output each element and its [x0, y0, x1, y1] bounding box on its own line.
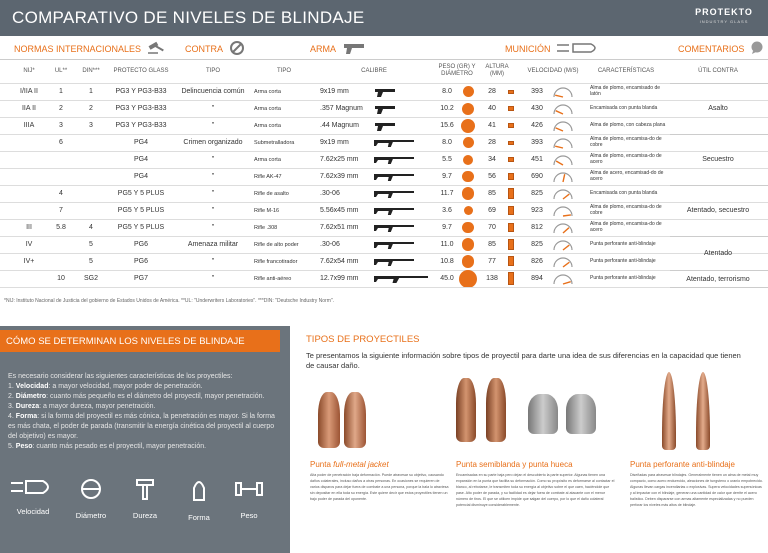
criteria-key: Velocidad	[15, 383, 49, 390]
weapon-icon	[374, 240, 416, 250]
criteria-text: : cuanto más pequeño es el diámetro del proyectil, mayor penetración.	[46, 393, 265, 400]
diameter-label: Diámetro	[75, 511, 107, 520]
cell-altura: 28	[488, 139, 496, 146]
col-peso: PESO (GR) Y DIÁMETRO	[438, 64, 476, 77]
prohibited-icon	[229, 40, 245, 58]
cell-peso: 9.7	[442, 173, 452, 180]
cell-contra: "	[211, 105, 215, 112]
criteria-text: : a mayor velocidad, mayor poder de penetración.	[48, 383, 203, 390]
left-intro: Es necesario considerar las siguientes características de los proyectiles:	[8, 373, 233, 380]
shape-item	[174, 478, 224, 522]
cell-peso: 8.0	[442, 139, 452, 146]
criteria-number: 5.	[8, 443, 14, 450]
armor-piercing-text: Diseñadas para atravesar blindajes. Generalmente tienen un alma de metal muy compacto, como acero endurecido, aleaciones de tungsteno o uranio empobrecido. Algunas llevan cargas incendiarias o explosivas. Supera velocidades supersónicas y al impactar con el blindaje, generan una cantidad de calor que derrite el acero balístico. Deben dispararse con armas altamente especializadas y no pueden perforar los niveles más altos de blindaje.	[630, 473, 763, 507]
cell-vel: 826	[531, 258, 543, 265]
cell-altura: 56	[488, 173, 496, 180]
cell-contra: Crimen organizado	[183, 139, 243, 146]
cell-calibre: 9x19 mm	[320, 139, 349, 146]
group-municion	[505, 38, 615, 60]
diameter-item	[66, 478, 116, 520]
cell-din	[78, 202, 104, 219]
protekto-logo	[694, 7, 754, 31]
cell-calibre: .30-06	[320, 241, 340, 248]
cell-calibre: .44 Magnum	[320, 122, 359, 129]
velocity-gauge	[552, 222, 574, 234]
cell-peso: 11.0	[440, 241, 454, 248]
col-nij: NIJ*	[23, 67, 35, 74]
weapon-icon	[374, 172, 416, 182]
weapon-icon	[374, 257, 416, 267]
group-contra-label: CONTRA	[185, 44, 223, 54]
height-bar	[508, 106, 514, 111]
projectile-types-intro: Te presentamos la siguiente información sobre tipos de proyectil para darte una idea de sus diferencias en la capacidad que tienen de causar daño.	[306, 351, 741, 370]
group-normas-label: NORMAS INTERNACIONALES	[14, 44, 142, 54]
height-bar	[508, 256, 514, 266]
velocity-gauge	[552, 239, 574, 251]
bullet-speed-icon	[557, 42, 601, 56]
cell-vel: 894	[531, 275, 543, 282]
weight-dot	[464, 206, 473, 215]
cell-arma: Rifle de asalto	[254, 190, 289, 197]
cell-altura: 41	[488, 122, 496, 129]
weapon-icon	[374, 206, 416, 216]
cell-ul: 5.8	[56, 224, 66, 231]
cell-arma: Submetralladora	[254, 139, 295, 146]
velocity-icon	[8, 478, 58, 501]
hardness-item	[120, 478, 170, 520]
cell-ul	[48, 168, 74, 185]
velocity-item	[8, 478, 58, 516]
height-bar	[508, 223, 514, 232]
cell-altura: 40	[488, 105, 496, 112]
col-protecto: PROTECTO GLASS	[113, 67, 169, 74]
cell-peso: 3.6	[442, 207, 452, 214]
height-bar	[508, 173, 514, 180]
cell-ul: 6	[59, 139, 63, 146]
height-bar	[508, 141, 514, 145]
cell-peso: 10.2	[440, 105, 454, 112]
criteria-item	[8, 442, 278, 452]
cell-din	[78, 168, 104, 185]
criteria-key: Peso	[15, 443, 33, 450]
fmj-title-a: Punta	[310, 460, 334, 469]
cell-altura: 85	[488, 241, 496, 248]
cell-nij	[14, 202, 44, 219]
col-altura: ALTURA (MM)	[485, 64, 509, 77]
cell-din: SG2	[83, 275, 98, 282]
cell-contra: "	[211, 122, 215, 129]
cell-ul: 7	[59, 207, 63, 214]
cell-contra: "	[211, 207, 215, 214]
criteria-key: Forma	[15, 413, 38, 420]
cell-ul: 2	[59, 105, 63, 112]
velocity-gauge	[552, 137, 574, 149]
cell-pg: PG6	[133, 241, 148, 248]
cell-nij: I/IIA II	[20, 88, 38, 95]
cell-nij	[14, 168, 44, 185]
cell-car: Alma de acero, encamisad-do de acero	[590, 170, 664, 182]
cell-arma: Arma corta	[254, 105, 281, 112]
row-divider	[0, 287, 768, 288]
left-panel-title: CÓMO SE DETERMINAN LOS NIVELES DE BLINDAJE	[0, 330, 280, 352]
weight-dot	[462, 103, 474, 115]
weight-dot	[463, 155, 473, 165]
velocity-gauge	[552, 256, 574, 268]
weapon-icon	[374, 274, 430, 284]
cell-arma: Rifle .308	[254, 224, 278, 231]
weapon-icon	[374, 189, 416, 199]
cell-din: 4	[89, 224, 93, 231]
cell-contra: Amenaza militar	[187, 241, 239, 248]
velocity-gauge	[552, 103, 574, 115]
velocity-gauge	[552, 120, 574, 132]
cell-vel: 426	[531, 122, 543, 129]
page-title: COMPARATIVO DE NIVELES DE BLINDAJE	[12, 8, 365, 27]
cell-peso: 10.8	[440, 258, 454, 265]
util-secuestro: Secuestro	[702, 156, 734, 163]
cell-din	[78, 151, 104, 168]
cell-vel: 825	[531, 190, 543, 197]
logo-subtext: INDUSTRY GLASS	[699, 19, 749, 24]
weapon-icon	[374, 223, 416, 233]
criteria-item	[8, 412, 278, 442]
cell-nij	[14, 134, 44, 151]
util-atentado-terrorismo: Atentado, terrorismo	[686, 276, 750, 283]
velocity-gauge	[552, 86, 574, 98]
cell-car: Punta perforante anti-blindaje	[590, 240, 656, 247]
cell-nij: III	[26, 224, 32, 231]
cell-calibre: .30-06	[320, 190, 340, 197]
weight-dot	[462, 255, 474, 267]
cell-car: Punta perforante anti-blindaje	[590, 274, 656, 281]
cell-calibre: 7.62x39 mm	[320, 173, 359, 180]
projectile-types-title: TIPOS DE PROYECTILES	[306, 334, 420, 345]
cell-arma: Rifle francotirador	[254, 258, 298, 265]
cell-arma: Rifle M-16	[254, 207, 280, 214]
col-calibre: CALIBRE	[361, 67, 387, 74]
group-arma-label: ARMA	[310, 44, 337, 54]
hardness-label: Dureza	[132, 511, 158, 520]
criteria-number: 4.	[8, 413, 14, 420]
diameter-icon	[66, 478, 116, 505]
speech-bubble-icon	[750, 41, 764, 57]
cell-altura: 77	[488, 258, 496, 265]
fmj-title-b: full-metal jacket	[333, 460, 389, 469]
weight-dot	[463, 86, 474, 97]
cell-arma: Rifle AK-47	[254, 173, 282, 180]
util-atentado-secuestro: Atentado, secuestro	[686, 207, 750, 214]
cell-nij: IV+	[23, 258, 35, 265]
soft-point-title: Punta semiblanda y punta hueca	[456, 460, 573, 469]
cell-contra: Delincuencia común	[181, 88, 245, 95]
cell-peso: 45.0	[440, 275, 454, 282]
velocity-gauge	[552, 188, 574, 200]
cell-din: 1	[89, 88, 93, 95]
weapon-icon	[374, 87, 396, 97]
cell-calibre: 7.62x51 mm	[320, 224, 359, 231]
cell-pg: PG4	[133, 173, 148, 180]
group-municion-label: MUNICIÓN	[505, 44, 551, 54]
criteria-item	[8, 392, 278, 402]
cell-din	[78, 134, 104, 151]
cell-calibre: 9x19 mm	[320, 88, 349, 95]
cell-vel: 825	[531, 241, 543, 248]
left-panel-text	[8, 372, 278, 452]
cell-calibre: 5.56x45 mm	[320, 207, 359, 214]
height-bar	[508, 188, 514, 199]
col-caracteristicas: CARACTERÍSTICAS	[597, 67, 655, 74]
cell-ul: 1	[59, 88, 63, 95]
weight-dot	[463, 137, 474, 148]
cell-pg: PG5 Y 5 PLUS	[117, 207, 165, 214]
left-list	[8, 382, 278, 452]
cell-peso: 15.6	[440, 122, 454, 129]
col-tipo-contra: TIPO	[205, 67, 220, 74]
velocity-gauge	[552, 205, 574, 217]
criteria-item	[8, 402, 278, 412]
pistol-icon	[342, 41, 368, 57]
cell-peso: 8.0	[442, 88, 452, 95]
dumbbell-icon	[224, 478, 274, 505]
height-bar	[508, 239, 514, 250]
logo-text: PROTEKTO	[695, 7, 753, 17]
cell-car: Alma de plomo, encamisa-do de acero	[590, 153, 662, 165]
cell-contra: "	[211, 156, 215, 163]
cell-pg: PG5 Y 5 PLUS	[117, 190, 165, 197]
cell-pg: PG4	[133, 156, 148, 163]
bullet-shape-icon	[174, 478, 224, 507]
weight-label: Peso	[240, 511, 258, 520]
cell-arma: Rifle anti-aéreo	[254, 275, 292, 282]
height-bar	[508, 90, 514, 94]
group-header-row	[0, 38, 768, 60]
armor-piercing-title: Punta perforante anti-blindaje	[630, 460, 735, 469]
cell-altura: 85	[488, 190, 496, 197]
criteria-key: Dureza	[15, 403, 40, 410]
col-din: DIN***	[82, 67, 100, 74]
cell-calibre: 12.7x99 mm	[320, 275, 359, 282]
cell-altura: 69	[488, 207, 496, 214]
fmj-text: Alta poder de penetración baja deformación. Puede atravesar su objetivo, causando daños colaterales, incluso daños a otras personas. En ocasiones se requieren de varios disparos para dejar fuera de combate a una persona, porque la bala lo atraviesa sin depositar en ella toda su energía. Este quiere decir que estos proyectiles tienen un bajo poder de parada del oponente.	[310, 473, 449, 501]
weight-dot	[462, 187, 475, 200]
header-bar	[0, 0, 768, 36]
weight-dot	[462, 171, 474, 183]
cell-car: Alma de plomo, encamisa-do de cobre	[590, 204, 662, 216]
velocity-label: Velocidad	[16, 507, 50, 516]
height-bar	[508, 272, 514, 285]
cell-contra: "	[211, 258, 215, 265]
cell-din: 5	[89, 241, 93, 248]
col-tipo-arma: TIPO	[276, 67, 291, 74]
cell-arma: Rifle de alto poder	[254, 241, 299, 248]
shape-label: Forma	[188, 513, 210, 522]
cell-contra: "	[211, 190, 215, 197]
cell-altura: 28	[488, 88, 496, 95]
criteria-text: : cuanto más pesado es el proyectil, mayor penetración.	[32, 443, 207, 450]
velocity-gauge	[552, 154, 574, 166]
cell-altura: 34	[488, 156, 496, 163]
cell-vel: 812	[531, 224, 543, 231]
cell-din: 3	[89, 122, 93, 129]
weapon-icon	[374, 155, 416, 165]
height-bar	[508, 157, 514, 161]
cell-pg: PG3 Y PG3-B33	[115, 105, 167, 112]
cell-pg: PG3 Y PG3-B33	[115, 88, 167, 95]
gavel-icon	[147, 41, 167, 57]
weapon-icon	[374, 104, 396, 114]
cell-arma: Arma corta	[254, 122, 281, 129]
cell-car: Punta perforante anti-blindaje	[590, 257, 656, 264]
criteria-text: : si la forma del proyectil es más cónica, la penetración es mayor. Si la forma es más chata, el poder de parada (transmitir la energía cinética del proyectil al cuerpo del objetivo) es mayor.	[8, 413, 275, 440]
col-util: ÚTIL CONTRA	[698, 67, 738, 74]
col-velocidad: VELOCIDAD (M/S)	[527, 67, 579, 74]
cell-car: Encamisada con punta blanda	[590, 189, 658, 196]
velocity-gauge	[552, 273, 574, 285]
cell-ul: 10	[57, 275, 65, 282]
cell-din: 2	[89, 105, 93, 112]
cell-calibre: .357 Magnum	[320, 105, 363, 112]
cell-nij	[14, 270, 44, 287]
weight-item	[224, 478, 274, 520]
weight-dot	[462, 222, 474, 234]
cell-car: Alma de plomo, encamisado de latón	[590, 85, 661, 97]
cell-car: Alma de plomo, encamisa-do de cobre	[590, 136, 662, 148]
util-asalto: Asalto	[708, 105, 728, 112]
cell-pg: PG6	[133, 258, 148, 265]
group-arma	[310, 38, 380, 60]
cell-car: Alma de plomo, encamisa-do de acero	[590, 221, 662, 233]
height-bar	[508, 206, 514, 215]
velocity-gauge	[552, 171, 574, 183]
cell-ul	[48, 151, 74, 168]
group-comentarios-label: COMENTARIOS	[678, 44, 745, 54]
group-normas	[14, 38, 174, 60]
criteria-key: Diámetro	[15, 393, 47, 400]
cell-vel: 393	[531, 88, 543, 95]
cell-arma: Arma corta	[254, 156, 281, 163]
cell-ul	[48, 236, 74, 253]
cell-nij: IIA II	[21, 105, 36, 112]
cell-arma: Arma corta	[254, 88, 281, 95]
col-ul: UL**	[54, 67, 68, 74]
cell-ul	[48, 253, 74, 270]
cell-ul: 3	[59, 122, 63, 129]
cell-vel: 690	[531, 173, 543, 180]
cell-altura: 138	[486, 275, 498, 282]
footnote: *NIJ: Instituto Nacional de Justicia del gobierno de Estados Unidos de América. **UL: "Underwriters Laboratories". ***DIN: "Deutsche Industry Norm".	[4, 298, 335, 304]
cell-din	[78, 185, 104, 202]
cell-contra: "	[211, 275, 215, 282]
cell-vel: 923	[531, 207, 543, 214]
criteria-number: 3.	[8, 403, 14, 410]
cell-ul: 4	[59, 190, 63, 197]
cell-peso: 11.7	[440, 190, 454, 197]
cell-car: Encamisada con punta blanda	[590, 104, 658, 111]
cell-contra: "	[211, 173, 215, 180]
height-bar	[508, 123, 514, 128]
cell-nij	[14, 185, 44, 202]
fmj-title	[310, 460, 389, 469]
cell-pg: PG5 Y 5 PLUS	[117, 224, 165, 231]
cell-vel: 393	[531, 139, 543, 146]
cell-vel: 451	[531, 156, 543, 163]
criteria-text: : a mayor dureza, mayor penetración.	[39, 403, 156, 410]
weight-dot	[462, 238, 474, 250]
weight-dot	[459, 270, 477, 288]
cell-pg: PG3 Y PG3-B33	[115, 122, 167, 129]
cell-nij: IIIA	[23, 122, 35, 129]
cell-calibre: 7.62x54 mm	[320, 258, 359, 265]
cell-nij	[14, 151, 44, 168]
util-atentado: Atentado	[703, 249, 733, 257]
weapon-icon	[374, 121, 396, 131]
criteria-number: 2.	[8, 393, 14, 400]
group-contra	[185, 38, 255, 60]
weight-dot	[461, 119, 475, 133]
cell-contra: "	[211, 224, 215, 231]
criteria-number: 1.	[8, 383, 14, 390]
cell-pg: PG7	[133, 275, 148, 282]
cell-vel: 430	[531, 105, 543, 112]
cell-peso: 9.7	[442, 224, 452, 231]
characteristics-icons	[8, 478, 283, 528]
cell-calibre: 7.62x25 mm	[320, 156, 359, 163]
cell-nij: IV	[25, 241, 33, 248]
soft-point-text: Encamisadas en su parte baja pero dejan el descubierto la parte superior. Algunas tienen una expansión en la punta que facilita su deformación. Como su propósito es deformarse al contactar el blanco, al rebotarse, le transmiten toda su energía al objetivo sobre el que caen, haciéndole que pase. Alto poder de parada, y su facilidad es dejar fuera de combate al atacante con el menor número de tiros. El que se utilicen impide que salgan del cuerpo, por lo que el daño colateral potencial disminuye considerablemente.	[456, 473, 615, 507]
cell-peso: 5.5	[442, 156, 452, 163]
group-comentarios	[678, 38, 766, 60]
weapon-icon	[374, 138, 416, 148]
cell-altura: 70	[488, 224, 496, 231]
cell-pg: PG4	[133, 139, 148, 146]
hammer-icon	[120, 478, 170, 505]
criteria-item	[8, 382, 278, 392]
cell-car: Alma de plomo, con cabeza plana	[590, 121, 666, 128]
cell-din: 5	[89, 258, 93, 265]
